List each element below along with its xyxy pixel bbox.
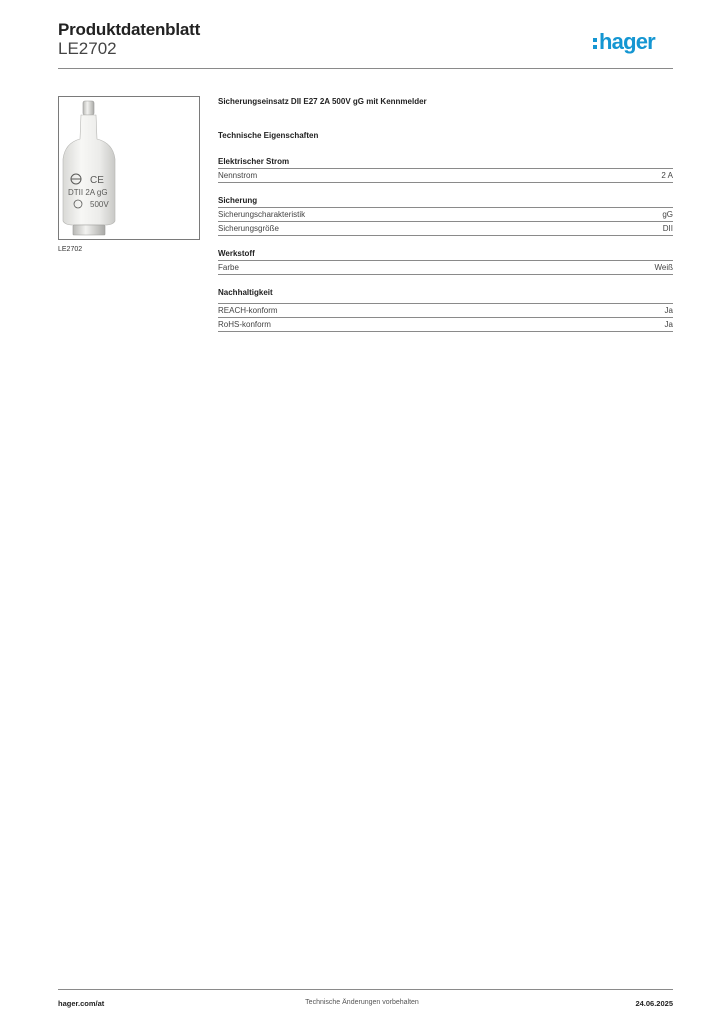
- spec-value: Ja: [664, 320, 673, 329]
- spec-label: Sicherungsgröße: [218, 224, 279, 233]
- technical-heading: Technische Eigenschaften: [218, 131, 319, 140]
- section-title: Elektrischer Strom: [218, 156, 673, 169]
- spec-label: Farbe: [218, 263, 239, 272]
- spec-label: Nennstrom: [218, 171, 258, 180]
- spec-row: [218, 261, 673, 275]
- hager-logo: [593, 29, 675, 55]
- section-sicherung: [218, 195, 673, 236]
- section-nachhaltigkeit: [218, 287, 673, 332]
- section-title: Werkstoff: [218, 248, 673, 261]
- section-elektrischer-strom: [218, 156, 673, 183]
- spec-value: Ja: [664, 306, 673, 315]
- footer-website: hager.com/at: [58, 999, 105, 1008]
- svg-text:CE: CE: [90, 175, 104, 186]
- spec-label: REACH-konform: [218, 306, 278, 315]
- header-divider: [58, 68, 673, 69]
- spec-row: [218, 169, 673, 183]
- footer-divider: [58, 989, 673, 990]
- image-caption: LE2702: [58, 246, 83, 253]
- brand-text: hager: [599, 29, 655, 54]
- footer-date: 24.06.2025: [635, 999, 673, 1008]
- svg-text:500V: 500V: [90, 200, 109, 209]
- footer-notice: Technische Änderungen vorbehalten: [305, 999, 419, 1006]
- spec-row: [218, 304, 673, 318]
- spec-value: Weiß: [654, 263, 673, 272]
- svg-text:DTII 2A gG: DTII 2A gG: [68, 188, 108, 197]
- product-name: Sicherungseinsatz DII E27 2A 500V gG mit Kennmelder: [218, 97, 427, 106]
- spec-row: [218, 222, 673, 236]
- spec-value: DII: [662, 224, 673, 233]
- section-title: Nachhaltigkeit: [218, 287, 673, 304]
- product-image: [58, 96, 200, 240]
- spec-row: [218, 208, 673, 222]
- spec-value: 2 A: [661, 171, 673, 180]
- spec-label: RoHS-konform: [218, 320, 271, 329]
- section-werkstoff: [218, 248, 673, 275]
- spec-value: gG: [662, 210, 673, 219]
- product-code: LE2702: [58, 39, 117, 58]
- section-title: Sicherung: [218, 195, 673, 208]
- page-title: Produktdatenblatt: [58, 20, 201, 39]
- spec-row: [218, 318, 673, 332]
- spec-label: Sicherungscharakteristik: [218, 210, 306, 219]
